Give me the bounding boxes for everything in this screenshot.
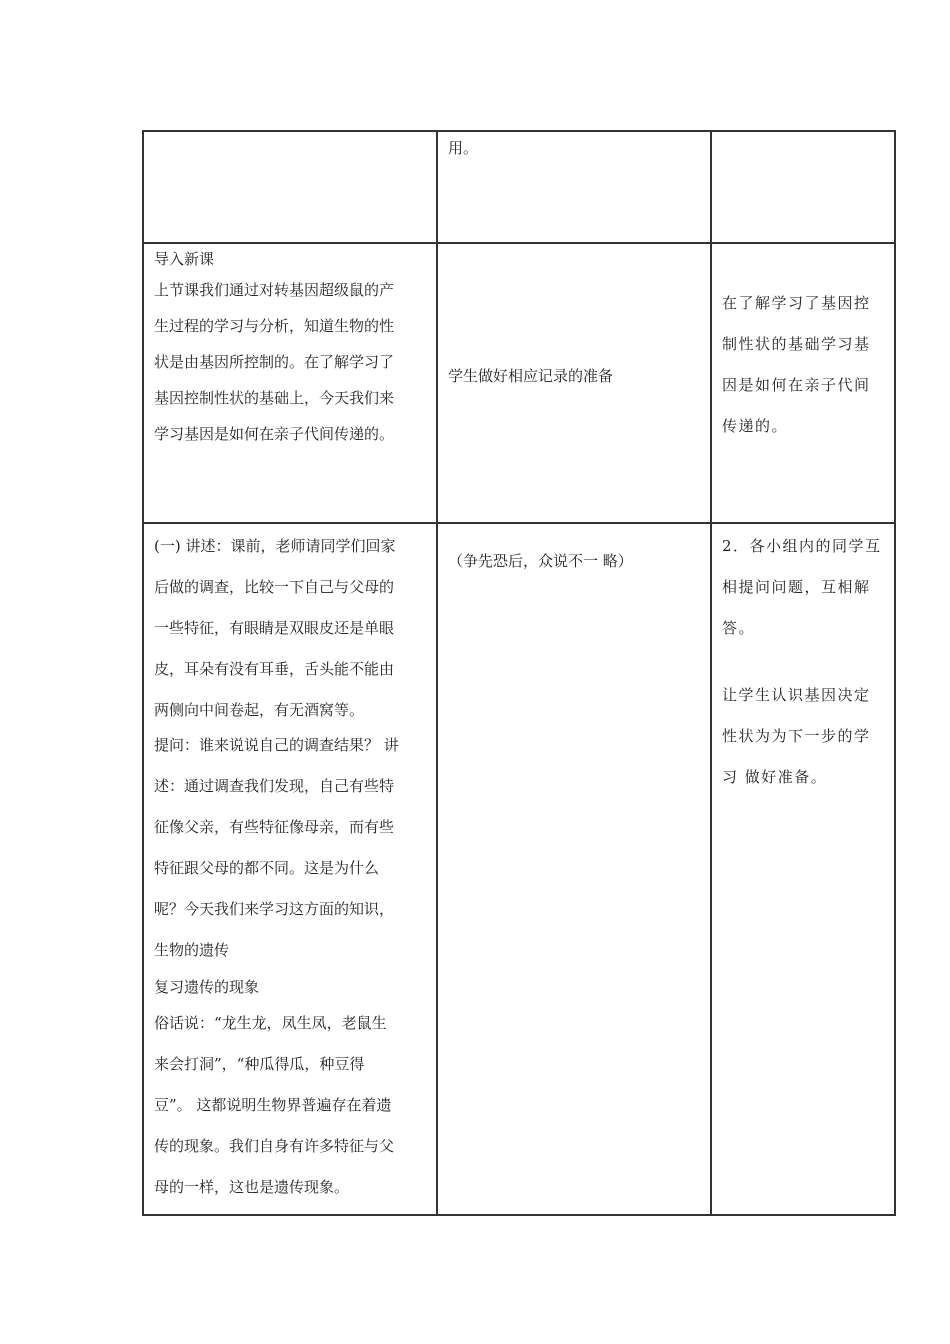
teacher-activity-cell	[143, 523, 437, 1215]
table-row	[143, 243, 895, 523]
cell-text: 特征跟父母的都不同。这是为什么	[154, 859, 380, 877]
cell-text: 习 做好准备。	[722, 768, 828, 786]
student-activity-cell	[437, 523, 711, 1215]
cell-text: 提问：谁来说说自己的调查结果？ 讲	[154, 736, 399, 754]
cell-text: 相提问问题，互相解	[722, 578, 871, 596]
cell-text: 豆”。 这都说明生物界普遍存在着遗	[154, 1096, 392, 1114]
section-heading: 导入新课	[154, 250, 215, 268]
cell-text: 皮，耳朵有没有耳垂，舌头能不能由	[154, 660, 395, 678]
cell-text: 学生做好相应记录的准备	[448, 366, 614, 385]
cell-text: 让学生认识基因决定	[722, 686, 871, 704]
student-activity-cell	[437, 243, 711, 523]
cell-text: 传递的。	[722, 417, 789, 435]
table-row	[143, 131, 895, 243]
cell-text: 答。	[722, 619, 756, 637]
cell-text: 在了解学习了基因控	[722, 294, 871, 312]
cell-text: 制性状的基础学习基	[722, 335, 871, 353]
cell-text: 生过程的学习与分析，知道生物的性	[154, 317, 395, 335]
spacer	[722, 649, 886, 675]
cell-text: 两侧向中间卷起，有无酒窝等。	[154, 701, 365, 719]
cell-text: 学习基因是如何在亲子代间传递的。	[154, 425, 395, 443]
design-intent-cell	[711, 523, 895, 1215]
cell-text: 上节课我们通过对转基因超级鼠的产	[154, 281, 395, 299]
cell-text: 来会打洞”，“种瓜得瓜，种豆得	[154, 1055, 365, 1073]
design-intent-cell	[711, 131, 895, 243]
lesson-plan-table	[142, 130, 896, 1216]
cell-text: (一) 讲述：课前，老师请同学们回家	[154, 537, 396, 555]
teacher-activity-cell	[143, 131, 437, 243]
cell-text: 一些特征，有眼睛是双眼皮还是单眼	[154, 619, 395, 637]
cell-text: 用。	[448, 139, 479, 157]
cell-text: 生物的遗传	[154, 941, 230, 959]
cell-text: 述：通过调查我们发现，自己有些特	[154, 777, 395, 795]
cell-text: 复习遗传的现象	[154, 978, 260, 996]
teacher-activity-cell	[143, 243, 437, 523]
design-intent-cell	[711, 243, 895, 523]
table-row	[143, 523, 895, 1215]
cell-text: 俗话说：“龙生龙，凤生凤，老鼠生	[154, 1014, 387, 1032]
cell-text: （争先恐后，众说不一 略）	[448, 552, 633, 570]
cell-text: 传的现象。我们自身有许多特征与父	[154, 1137, 395, 1155]
cell-text: 基因控制性状的基础上，今天我们来	[154, 389, 395, 407]
cell-text: 状是由基因所控制的。在了解学习了	[154, 353, 395, 371]
cell-text: 母的一样，这也是遗传现象。	[154, 1178, 350, 1196]
student-activity-cell	[437, 131, 711, 243]
cell-text: 后做的调查，比较一下自己与父母的	[154, 578, 395, 596]
cell-text: 征像父亲，有些特征像母亲，而有些	[154, 818, 395, 836]
cell-text: 因是如何在亲子代间	[722, 376, 871, 394]
cell-text: 2．各小组内的同学互	[722, 537, 882, 555]
cell-text: 性状为为下一步的学	[722, 727, 871, 745]
cell-text: 呢？今天我们来学习这方面的知识，	[154, 900, 395, 918]
